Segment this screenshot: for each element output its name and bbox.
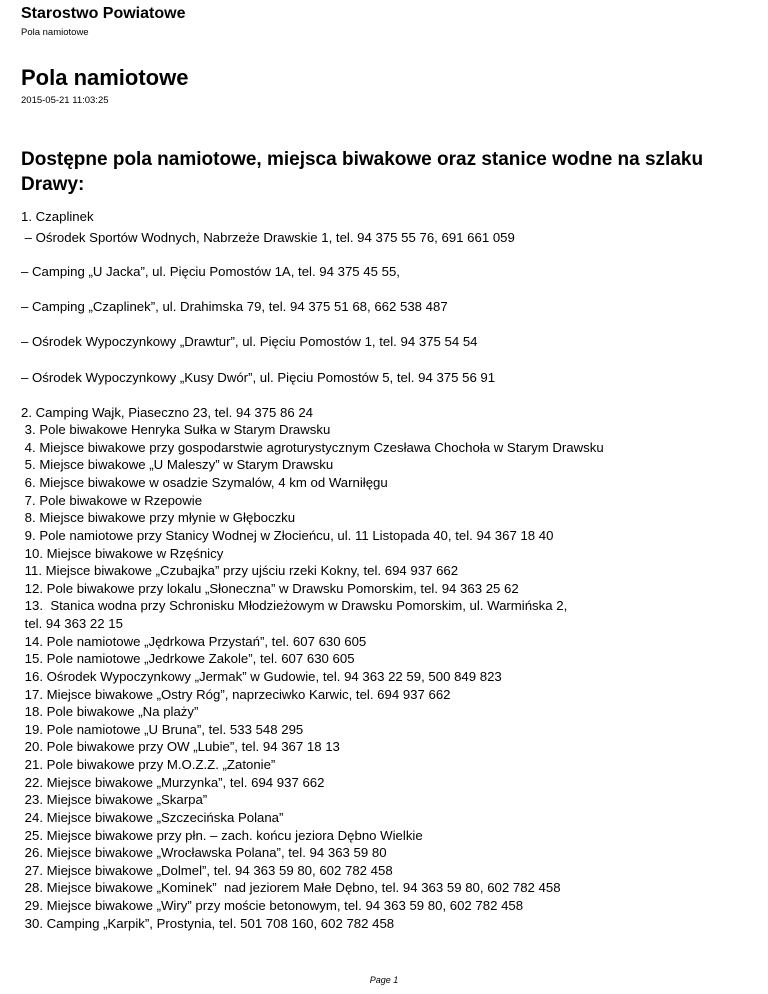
page-number: Page 1 (369, 975, 399, 985)
list-item: – Ośrodek Wypoczynkowy „Kusy Dwór”, ul. Pięciu Pomostów 5, tel. 94 375 56 91 (21, 370, 496, 385)
list-item: 3. Pole biwakowe Henryka Sułka w Starym Drawsku (21, 422, 331, 437)
site-title: Starostwo Powiatowe (21, 5, 186, 22)
list-item: 9. Pole namiotowe przy Stanicy Wodnej w Złocieńcu, ul. 11 Listopada 40, tel. 94 367 18 40 (21, 528, 554, 543)
list-item: 29. Miejsce biwakowe „Wiry” przy moście betonowym, tel. 94 363 59 80, 602 782 458 (21, 898, 524, 913)
list-item: 5. Miejsce biwakowe „U Maleszy” w Starym Drawsku (21, 457, 334, 472)
list-item: 2. Camping Wajk, Piaseczno 23, tel. 94 375 86 24 (21, 405, 314, 420)
list-item: 24. Miejsce biwakowe „Szczecińska Polana” (21, 810, 284, 825)
list-item: 6. Miejsce biwakowe w osadzie Szymalów, 4 km od Warniłęgu (21, 475, 388, 490)
list-item: 22. Miejsce biwakowe „Murzynka”, tel. 694 937 662 (21, 775, 325, 790)
list-item: – Camping „U Jacka”, ul. Pięciu Pomostów 1A, tel. 94 375 45 55, (21, 264, 400, 279)
list-item: 19. Pole namiotowe „U Bruna”, tel. 533 548 295 (21, 722, 304, 737)
list-item: 13. Stanica wodna przy Schronisku Młodzieżowym w Drawsku Pomorskim, ul. Warmińska 2, (21, 598, 568, 613)
list-item: 16. Ośrodek Wypoczynkowy „Jermak” w Gudowie, tel. 94 363 22 59, 500 849 823 (21, 669, 502, 684)
list-item: 4. Miejsce biwakowe przy gospodarstwie agroturystycznym Czesława Chochoła w Starym Drawsku (21, 440, 604, 455)
list-item: 21. Pole biwakowe przy M.O.Z.Z. „Zatonie” (21, 757, 276, 772)
list-item: 11. Miejsce biwakowe „Czubajka” przy ujściu rzeki Kokny, tel. 694 937 662 (21, 563, 459, 578)
list-item: 7. Pole biwakowe w Rzepowie (21, 493, 203, 508)
list-item: 30. Camping „Karpik”, Prostynia, tel. 501 708 160, 602 782 458 (21, 916, 395, 931)
list-item: 27. Miejsce biwakowe „Dolmel”, tel. 94 363 59 80, 602 782 458 (21, 863, 393, 878)
list-item: 25. Miejsce biwakowe przy płn. – zach. końcu jeziora Dębno Wielkie (21, 828, 423, 843)
breadcrumb: Pola namiotowe (21, 27, 89, 38)
list-item: 20. Pole biwakowe przy OW „Lubie”, tel. 94 367 18 13 (21, 739, 340, 754)
list-item: 26. Miejsce biwakowe „Wrocławska Polana”, tel. 94 363 59 80 (21, 845, 387, 860)
list-item: 23. Miejsce biwakowe „Skarpa” (21, 792, 208, 807)
list-item: 14. Pole namiotowe „Jędrkowa Przystań”, tel. 607 630 605 (21, 634, 367, 649)
list-item: 1. Czaplinek (21, 209, 94, 224)
list-item: 8. Miejsce biwakowe przy młynie w Głęboczku (21, 510, 296, 525)
list-item: – Ośrodek Sportów Wodnych, Nabrzeże Drawskie 1, tel. 94 375 55 76, 691 661 059 (21, 230, 515, 245)
list-item: tel. 94 363 22 15 (21, 616, 123, 631)
list-item: 17. Miejsce biwakowe „Ostry Róg”, naprzeciwko Karwic, tel. 694 937 662 (21, 687, 451, 702)
section-heading: Dostępne pola namiotowe, miejsca biwakowe oraz stanice wodne na szlaku Drawy: (21, 149, 704, 195)
list-item: 10. Miejsce biwakowe w Rzęśnicy (21, 546, 224, 561)
list-item: – Camping „Czaplinek”, ul. Drahimska 79, tel. 94 375 51 68, 662 538 487 (21, 299, 448, 314)
list-item: – Ośrodek Wypoczynkowy „Drawtur”, ul. Pięciu Pomostów 1, tel. 94 375 54 54 (21, 334, 478, 349)
list-item: 18. Pole biwakowe „Na plaży” (21, 704, 199, 719)
list-item: 28. Miejsce biwakowe „Kominek” nad jeziorem Małe Dębno, tel. 94 363 59 80, 602 782 458 (21, 880, 561, 895)
publish-timestamp: 2015-05-21 11:03:25 (21, 95, 109, 106)
page-title: Pola namiotowe (21, 65, 189, 90)
list-item: 15. Pole namiotowe „Jedrkowe Zakole”, tel. 607 630 605 (21, 651, 355, 666)
list-item: 12. Pole biwakowe przy lokalu „Słoneczna” w Drawsku Pomorskim, tel. 94 363 25 62 (21, 581, 519, 596)
